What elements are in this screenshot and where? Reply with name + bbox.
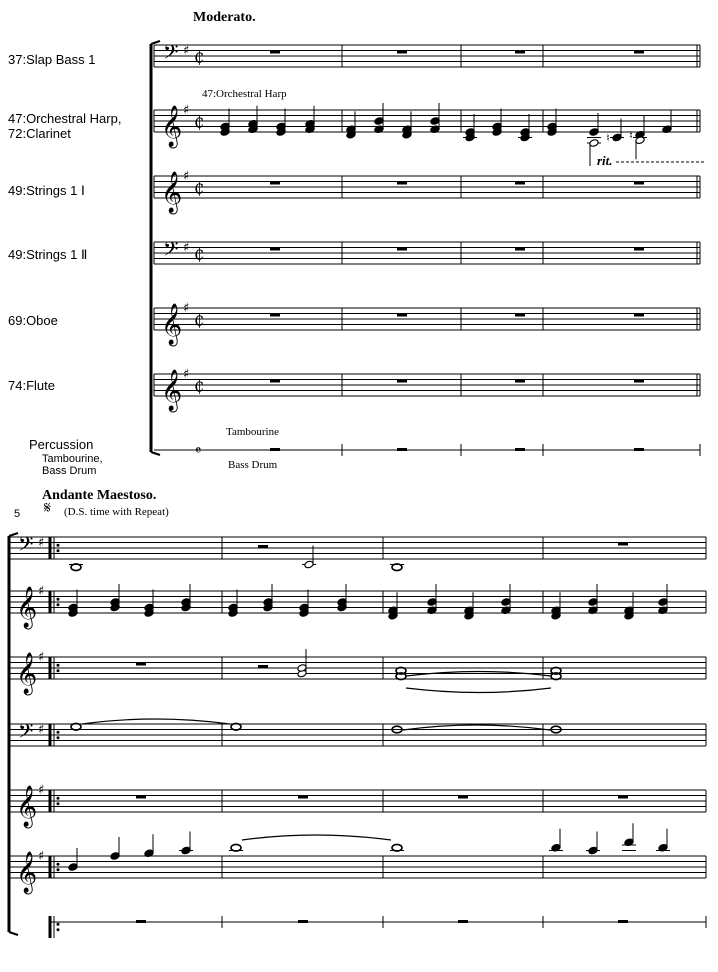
tie xyxy=(242,835,391,840)
whole-rest xyxy=(634,51,644,54)
treble-clef-icon: 𝄞 xyxy=(161,172,183,213)
bracket-bottom xyxy=(151,452,160,455)
bass-clef-icon: 𝄢 xyxy=(18,532,34,561)
key-sharp-icon: ♯ xyxy=(183,103,190,118)
whole-rest xyxy=(634,248,644,251)
cut-time-icon: ₵ xyxy=(194,244,205,264)
label-flute: 74:Flute xyxy=(8,378,55,393)
repeat-dot xyxy=(57,797,60,800)
whole-rest xyxy=(397,314,407,317)
whole-rest xyxy=(270,182,280,185)
bracket-top xyxy=(9,533,18,536)
perc-rest xyxy=(397,448,407,451)
whole-rest xyxy=(634,314,644,317)
key-sharp-icon: ♯ xyxy=(38,849,45,864)
key-sharp-icon: ♯ xyxy=(38,650,45,665)
label-bass-drum: Bass Drum xyxy=(42,465,97,477)
perc-rest xyxy=(515,448,525,451)
repeat-dot xyxy=(57,923,60,926)
perc-rest xyxy=(298,920,308,923)
label-tambourine-comma: Tambourine, xyxy=(42,453,103,465)
key-sharp-icon: ♯ xyxy=(183,169,190,184)
key-sharp-icon: ♯ xyxy=(183,367,190,382)
bass-clef-icon: 𝄢 xyxy=(163,40,179,69)
whole-rest xyxy=(270,380,280,383)
tie xyxy=(82,719,230,724)
repeat-dot xyxy=(57,549,60,552)
whole-rest xyxy=(136,796,146,799)
whole-rest xyxy=(270,248,280,251)
whole-rest xyxy=(634,182,644,185)
treble-clef-icon: 𝄞 xyxy=(161,106,183,147)
whole-rest xyxy=(515,51,525,54)
key-sharp-icon: ♯ xyxy=(38,584,45,599)
whole-rest xyxy=(515,380,525,383)
key-sharp-icon: ♯ xyxy=(38,783,45,798)
measure-number: 5 xyxy=(14,508,21,520)
whole-rest xyxy=(515,182,525,185)
treble-clef-icon: 𝄞 xyxy=(161,370,183,411)
harp-annotation: 47:Orchestral Harp xyxy=(202,88,287,100)
cut-time-icon: ₵ xyxy=(194,178,205,198)
tie xyxy=(406,688,551,693)
cut-time-icon: ₵ xyxy=(194,310,205,330)
perc-rest xyxy=(136,920,146,923)
key-sharp-icon: ♯ xyxy=(183,43,190,59)
whole-rest xyxy=(634,380,644,383)
whole-rest xyxy=(458,796,468,799)
repeat-dot xyxy=(57,664,60,667)
key-sharp-icon: ♯ xyxy=(183,240,190,256)
perc-bass-drum-label: Bass Drum xyxy=(228,459,278,471)
perc-rest xyxy=(270,448,280,451)
label-oboe: 69:Oboe xyxy=(8,313,58,328)
whole-rest xyxy=(270,314,280,317)
tempo-moderato: Moderato. xyxy=(193,10,256,25)
natural-icon: ♮ xyxy=(629,128,633,142)
label-strings-1: 49:Strings 1 Ⅰ xyxy=(8,183,85,198)
perc-rest xyxy=(634,448,644,451)
repeat-dot xyxy=(57,669,60,672)
perc-tambourine-label: Tambourine xyxy=(226,426,279,438)
repeat-dot xyxy=(57,731,60,734)
rit-marking: rit. xyxy=(597,153,613,168)
whole-rest xyxy=(397,248,407,251)
whole-rest xyxy=(270,51,280,54)
whole-rest xyxy=(397,380,407,383)
segno-icon: 𝄋 xyxy=(44,500,51,517)
repeat-dot xyxy=(57,802,60,805)
whole-rest xyxy=(618,796,628,799)
whole-rest xyxy=(515,314,525,317)
bass-clef-icon: 𝄢 xyxy=(18,719,34,748)
whole-rest xyxy=(136,663,146,666)
whole-rest xyxy=(397,51,407,54)
label-slap-bass: 37:Slap Bass 1 xyxy=(8,52,96,67)
perc-rest xyxy=(618,920,628,923)
whole-rest xyxy=(397,182,407,185)
perc-rest xyxy=(458,920,468,923)
label-clarinet: 72:Clarinet xyxy=(8,126,71,141)
perc-cut-time-icon: 𝄴 xyxy=(195,443,202,459)
repeat-dot xyxy=(57,736,60,739)
repeat-dot xyxy=(57,863,60,866)
cut-time-icon: ₵ xyxy=(194,376,205,396)
whole-rest xyxy=(618,543,628,546)
bracket-bottom xyxy=(9,932,18,935)
repeat-dot xyxy=(57,598,60,601)
natural-icon: ♮ xyxy=(606,131,610,145)
key-sharp-icon: ♯ xyxy=(38,535,45,551)
key-sharp-icon: ♯ xyxy=(38,722,45,738)
label-percussion: Percussion xyxy=(29,437,94,452)
label-strings-2: 49:Strings 1 Ⅱ xyxy=(8,247,88,262)
segno-text: (D.S. time with Repeat) xyxy=(64,506,169,518)
bracket-top xyxy=(151,41,160,44)
label-harp: 47:Orchestral Harp, xyxy=(8,111,122,126)
half-rest xyxy=(258,665,268,668)
treble-clef-icon: 𝄞 xyxy=(16,653,38,694)
repeat-dot xyxy=(57,868,60,871)
bass-clef-icon: 𝄢 xyxy=(163,237,179,266)
half-rest xyxy=(258,545,268,548)
repeat-dot xyxy=(57,544,60,547)
treble-clef-icon: 𝄞 xyxy=(161,304,183,345)
whole-rest xyxy=(515,248,525,251)
key-sharp-icon: ♯ xyxy=(183,301,190,316)
cut-time-icon: ₵ xyxy=(194,47,205,67)
treble-clef-icon: 𝄞 xyxy=(16,786,38,827)
whole-rest xyxy=(298,796,308,799)
treble-clef-icon: 𝄞 xyxy=(16,852,38,893)
cut-time-icon: ₵ xyxy=(194,112,205,132)
tempo-andante-maestoso: Andante Maestoso. xyxy=(42,488,157,503)
repeat-dot xyxy=(57,603,60,606)
repeat-dot xyxy=(57,928,60,931)
treble-clef-icon: 𝄞 xyxy=(16,587,38,628)
